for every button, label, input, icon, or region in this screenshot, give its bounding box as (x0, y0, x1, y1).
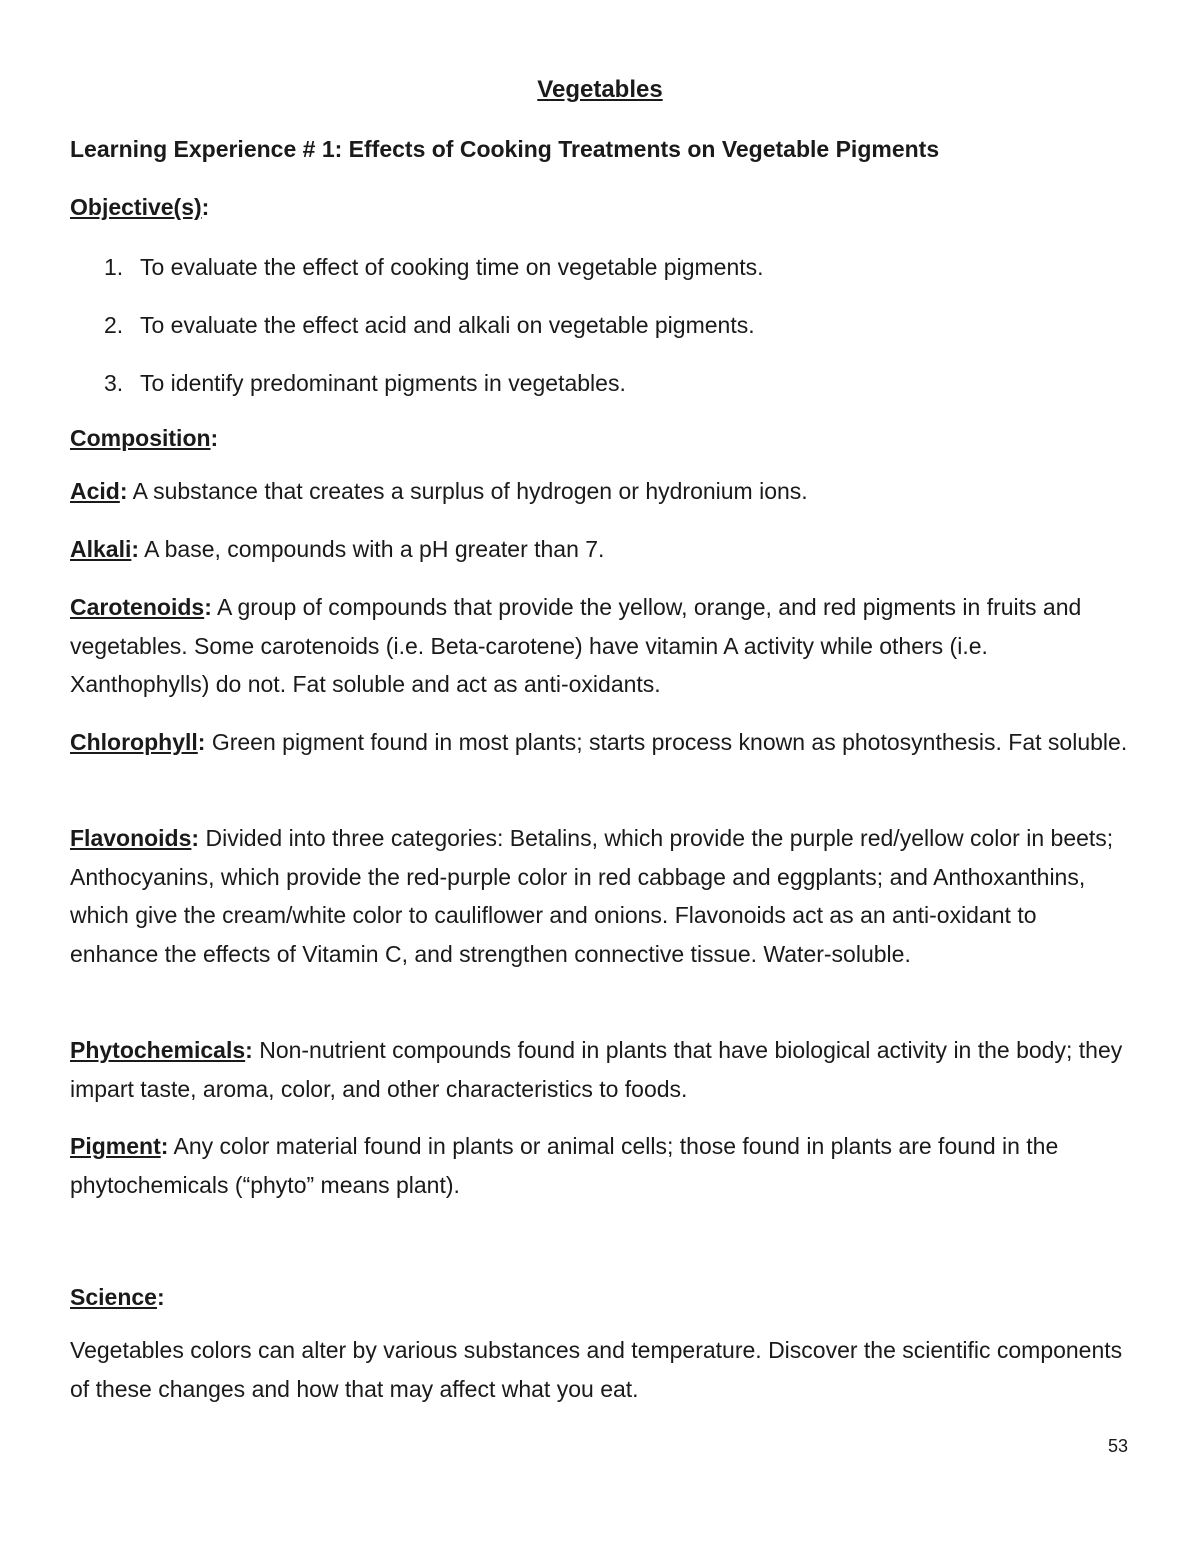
objective-text: To identify predominant pigments in vegetables. (140, 370, 626, 396)
term-definition: Divided into three categories: Betalins, which provide the purple red/yellow color in beets; Anthocyanins, which provide the red-purple color in red cabbage and eggplants; and Anthoxanthins, which give the cream/white color to cauliflower and onions. Flavonoids act as an anti-oxidant to enhance the effects of Vitamin C, and strengthen connective tissue. Water-soluble. (70, 825, 1114, 967)
objectives-heading (70, 194, 209, 221)
term-pigment (70, 1127, 1130, 1204)
science-label: Science (70, 1284, 157, 1310)
objective-number: 3. (104, 370, 124, 396)
term-carotenoids (70, 588, 1130, 704)
term-definition: Green pigment found in most plants; starts process known as photosynthesis. Fat soluble. (205, 729, 1128, 755)
page-number: 53 (1107, 1436, 1128, 1456)
term-chlorophyll (70, 723, 1130, 762)
term-colon: : (160, 1133, 169, 1159)
objectives-list (70, 250, 764, 424)
term-name: Acid (70, 478, 120, 504)
science-paragraph: Vegetables colors can alter by various substances and temperature. Discover the scientific components of these changes and how that may affect what you eat. (70, 1337, 1123, 1402)
term-name: Chlorophyll (70, 729, 198, 755)
objective-text: To evaluate the effect of cooking time on vegetable pigments. (140, 254, 764, 280)
objectives-label: Objective(s) (70, 194, 202, 220)
objective-text: To evaluate the effect acid and alkali on vegetable pigments. (140, 312, 755, 338)
term-alkali (70, 530, 1130, 569)
term-acid (70, 472, 1130, 511)
objective-item (70, 308, 764, 366)
objective-number: 2. (104, 312, 124, 338)
term-colon: : (131, 536, 140, 562)
term-definition: Non-nutrient compounds found in plants that have biological activity in the body; they impart taste, aroma, color, and other characteristics to foods. (70, 1037, 1123, 1102)
page-title: Vegetables (537, 76, 663, 103)
term-name: Flavonoids (70, 825, 192, 851)
science-heading (70, 1284, 165, 1311)
objective-item (70, 250, 764, 308)
term-definition: A group of compounds that provide the yellow, orange, and red pigments in fruits and vegetables. Some carotenoids (i.e. Beta-carotene) have vitamin A activity while others (i.e. Xanthophylls) do not. Fat soluble and act as anti-oxidants. (70, 594, 1082, 697)
term-name: Alkali (70, 536, 132, 562)
term-colon: : (204, 594, 212, 620)
lesson-heading: Learning Experience # 1: Effects of Cooking Treatments on Vegetable Pigments (70, 136, 940, 162)
term-colon: : (191, 825, 200, 851)
term-colon: : (197, 729, 206, 755)
objective-number: 1. (104, 254, 124, 280)
objectives-colon: : (201, 194, 210, 220)
composition-label: Composition (70, 425, 211, 451)
term-flavonoids (70, 819, 1130, 973)
term-name: Carotenoids (70, 594, 205, 620)
document-page (70, 0, 1130, 1553)
term-definition: Any color material found in plants or animal cells; those found in plants are found in the phytochemicals (“phyto” means plant). (70, 1133, 1059, 1198)
term-phytochemicals (70, 1031, 1130, 1108)
term-colon: : (119, 478, 128, 504)
term-definition: A base, compounds with a pH greater than 7. (139, 536, 605, 562)
composition-colon: : (210, 425, 219, 451)
term-colon: : (245, 1037, 253, 1063)
term-name: Pigment (70, 1133, 161, 1159)
composition-heading (70, 425, 218, 452)
term-name: Phytochemicals (70, 1037, 246, 1063)
term-definition: A substance that creates a surplus of hydrogen or hydronium ions. (127, 478, 808, 504)
science-colon: : (156, 1284, 165, 1310)
objective-item (70, 366, 764, 424)
